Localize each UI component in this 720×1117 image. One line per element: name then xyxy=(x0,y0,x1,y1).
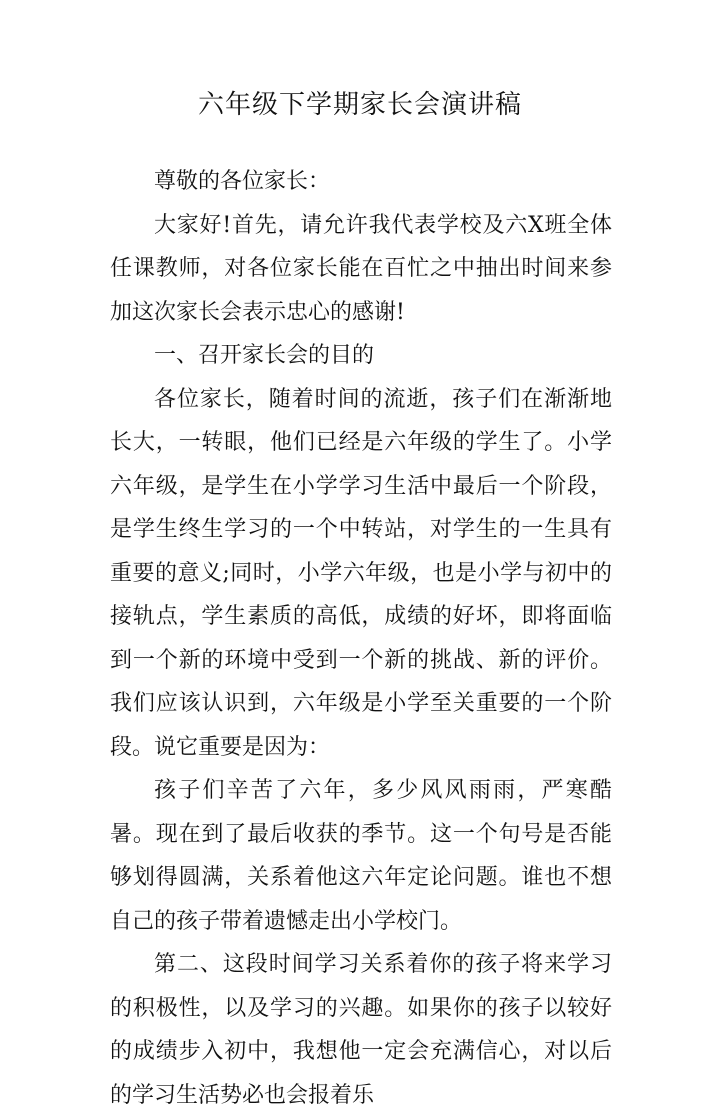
document-title: 六年级下学期家长会演讲稿 xyxy=(197,90,522,120)
section-heading: 一、召开家长会的目的 xyxy=(154,343,375,368)
document-body xyxy=(110,160,612,1117)
body-paragraph: 孩子们辛苦了六年，多少风风雨雨，严寒酷暑。现在到了最后收获的季节。这一个句号是否能够划得圆满，关系着他这六年定论问题。谁也不想自己的孩子带着遗憾走出小学校门。 xyxy=(110,778,612,934)
body-paragraph: 第二、这段时间学习关系着你的孩子将来学习的积极性，以及学习的兴趣。如果你的孩子以较好的成绩步入初中，我想他一定会充满信心，对以后的学习生活势必也会报着乐 xyxy=(110,952,612,1108)
opening-paragraph: 大家好!首先，请允许我代表学校及六Ⅹ班全体任课教师，对各位家长能在百忙之中抽出时间来参加这次家长会表示忠心的感谢! xyxy=(110,212,612,325)
body-paragraph: 各位家长，随着时间的流逝，孩子们在渐渐地长大，一转眼，他们已经是六年级的学生了。小学六年级，是学生在小学学习生活中最后一个阶段，是学生终生学习的一个中转站，对学生的一生具有重要的意义;同时，小学六年级，也是小学与初中的接轨点，学生素质的高低，成绩的好坏，即将面临到一个新的环境中受到一个新的挑战、新的评价。我们应该认识到，六年级是小学至关重要的一个阶段。说它重要是因为： xyxy=(110,386,612,760)
greeting-paragraph: 尊敬的各位家长： xyxy=(154,169,331,194)
